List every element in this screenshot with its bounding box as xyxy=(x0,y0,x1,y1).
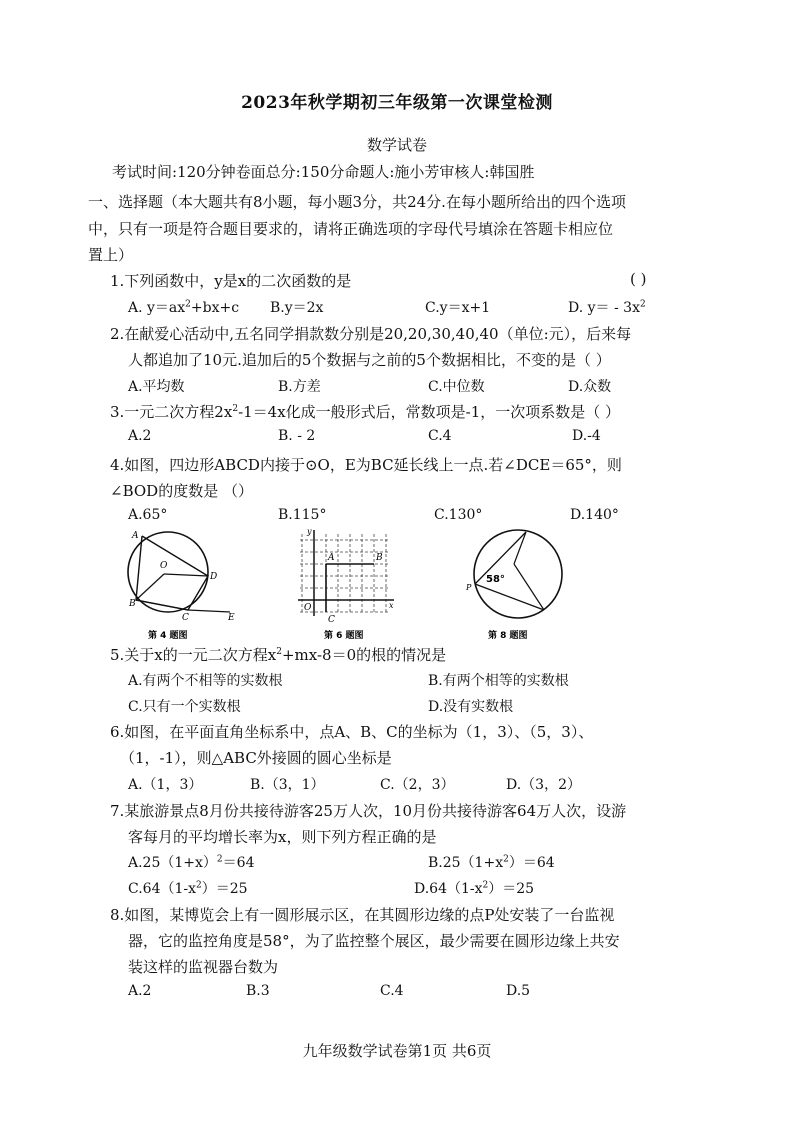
q4-stem-line2: ∠BOD的度数是 （） xyxy=(110,482,253,500)
q8-option-a: A.2 xyxy=(128,983,152,999)
q6-option-a: A.（1，3） xyxy=(128,777,203,793)
q5-option-b: B.有两个相等的实数根 xyxy=(428,673,569,689)
q3-option-d: D.-4 xyxy=(572,428,601,444)
q6-option-b: B.（3，1） xyxy=(250,777,325,793)
figure-6 xyxy=(290,524,400,644)
q2-option-a: A.平均数 xyxy=(128,379,185,395)
fig4-label-c: C xyxy=(182,613,189,623)
q2-option-c: C.中位数 xyxy=(428,379,485,395)
q4-stem-line1: 4.如图，四边形ABCD内接于⊙O，E为BC延长线上一点.若∠DCE＝65°，则 xyxy=(110,456,622,474)
q4-option-a: A.65° xyxy=(128,507,168,523)
q5-option-d: D.没有实数根 xyxy=(428,699,514,715)
q2-option-b: B.方差 xyxy=(278,379,321,395)
q7-stem-line1: 7.某旅游景点8月份共接待游客25万人次，10月份共接待游客64万人次，设游 xyxy=(110,802,627,820)
q6-stem-line1: 6.如图，在平面直角坐标系中，点A、B、C的坐标为（1，3）、（5，3）、 xyxy=(110,723,594,741)
q3-option-a: A.2 xyxy=(128,428,152,444)
fig6-label-c: C xyxy=(328,615,335,625)
fig8-angle-label: 58° xyxy=(486,574,505,585)
fig6-caption: 第 6 题图 xyxy=(324,631,364,641)
q5-stem: 5.关于x的一元二次方程$x^2+mx-8=0$的根的情况是 xyxy=(110,646,447,664)
q2-stem-line2: 人都追加了10元.追加后的5个数据与之前的5个数据相比，不变的是（ ） xyxy=(128,351,611,369)
fig8-caption: 第 8 题图 xyxy=(488,631,528,641)
section-heading-line2: 中，只有一项是符合题目要求的，请将正确选项的字母代号填涂在答题卡相应位 xyxy=(88,220,614,238)
q7-option-d: $D.64(1-x^2)=25$ xyxy=(414,880,535,897)
fig4-label-b: B xyxy=(129,599,136,609)
fig4-label-e: E xyxy=(228,613,235,623)
q6-option-d: D.（3，2） xyxy=(506,777,581,793)
q8-stem-line2: 器，它的监控角度是58°，为了监控整个展区，最少需要在圆形边缘上共安 xyxy=(128,932,620,950)
fig6-label-a: A xyxy=(328,553,335,563)
q1-stem: 1.下列函数中，y是x的二次函数的是 xyxy=(110,272,352,290)
fig4-label-o: O xyxy=(160,561,168,571)
q6-option-c: C.（2，3） xyxy=(380,777,455,793)
q1-option-b: B.y＝2x xyxy=(270,300,324,316)
page-footer: 九年级数学试卷第1页 共6页 xyxy=(302,1042,492,1060)
q2-stem-line1: 2.在献爱心活动中,五名同学捐款数分别是20,20,30,40,40（单位:元），后来每 xyxy=(110,325,632,343)
q4-option-b: B.115° xyxy=(278,507,327,523)
q7-stem-line2: 客每月的平均增长率为x，则下列方程正确的是 xyxy=(128,828,437,846)
q5-option-a: A.有两个不相等的实数根 xyxy=(128,673,283,689)
q7-option-b: $B.25(1+x^2)=64$ xyxy=(428,854,555,871)
paper-subtitle: 数学试卷 xyxy=(366,136,427,154)
section-heading-line1: 一、选择题（本大题共有8小题，每小题3分，共24分.在每小题所给出的四个选项 xyxy=(88,193,626,211)
q6-stem-line2: （1，-1），则△ABC外接圆的圆心坐标是 xyxy=(120,749,392,767)
fig4-caption: 第 4 题图 xyxy=(148,631,188,641)
q8-stem-line1: 8.如图，某博览会上有一圆形展示区，在其圆形边缘的点P处安装了一台监视 xyxy=(110,906,615,924)
q7-option-c: $C.64(1-x^2)=25$ xyxy=(128,880,248,897)
q1-option-d: D. $y= - 3x^2$ xyxy=(568,299,646,316)
q4-option-d: D.140° xyxy=(570,507,619,523)
q5-option-c: C.只有一个实数根 xyxy=(128,699,241,715)
fig4-label-a: A xyxy=(132,531,139,541)
q2-option-d: D.众数 xyxy=(568,379,612,395)
exam-title: 2023年秋学期初三年级第一次课堂检测 xyxy=(241,93,553,113)
q3-option-b: B. - 2 xyxy=(278,428,316,444)
q1-option-c: C.y＝x+1 xyxy=(425,300,491,316)
q1-option-a: A. $y=ax^2+bx+c$ xyxy=(128,299,240,316)
figure-8 xyxy=(462,520,572,644)
fig4-label-d: D xyxy=(210,572,218,582)
fig6-label-b: B xyxy=(376,553,383,563)
section-heading-line3: 置上） xyxy=(88,246,134,264)
q8-option-d: D.5 xyxy=(506,983,531,999)
q7-option-a: $A.25(1+x)^2=64$ xyxy=(128,854,255,871)
q1-answer-paren: ( ) xyxy=(630,270,647,288)
fig6-label-x: x xyxy=(389,601,394,610)
q8-option-b: B.3 xyxy=(246,983,270,999)
q8-stem-line3: 装这样的监视器台数为 xyxy=(128,958,279,976)
q4-option-c: C.130° xyxy=(434,507,483,523)
q8-option-c: C.4 xyxy=(380,983,404,999)
q3-stem: 3.一元二次方程$2x^2-1=4x$化成一般形式后，常数项是-1，一次项系数是（ ） xyxy=(110,403,621,421)
fig6-label-y: y xyxy=(307,527,312,536)
exam-meta: 考试时间:120分钟卷面总分:150分命题人:施小芳审核人:韩国胜 xyxy=(112,163,535,181)
q3-option-c: C.4 xyxy=(428,428,452,444)
fig6-label-o: O xyxy=(304,603,312,613)
fig8-label-p: P xyxy=(466,583,472,592)
figure-4 xyxy=(118,524,248,644)
